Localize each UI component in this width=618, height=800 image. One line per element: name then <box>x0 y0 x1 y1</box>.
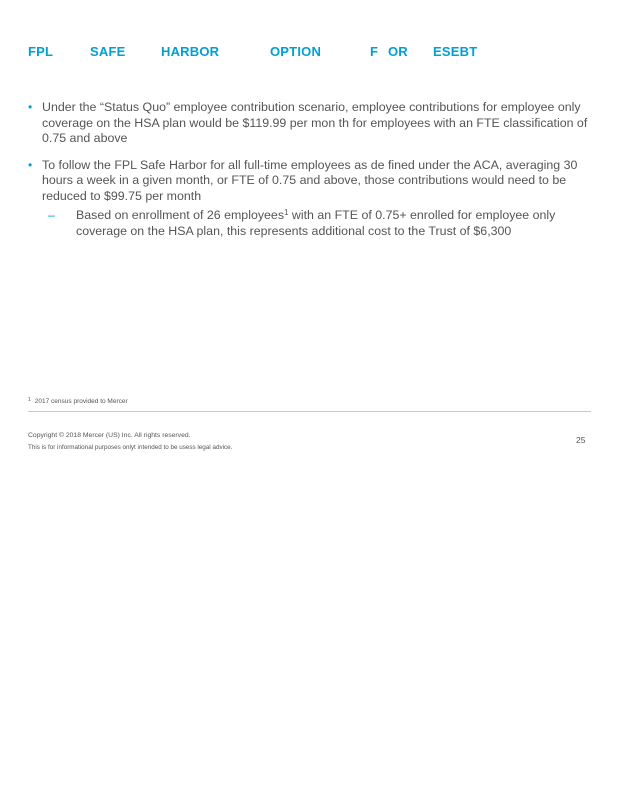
bullet-text: To follow the FPL Safe Harbor for all full-time employees as de fined under the ACA, averaging 30 hours a week in a given month, or FTE of 0.75 and above, those contributions would need to be reduced to $99.75 per month <box>42 157 578 203</box>
footnote-marker: 1 <box>28 397 31 403</box>
title-word: FPL <box>28 44 54 59</box>
sub-bullet-item <box>42 208 593 239</box>
sub-bullet-text-after: with an FTE of 0.75+ enrolled for employee only coverage on the HSA plan, this represents additional cost to the Trust of $6,300 <box>76 208 556 238</box>
bullet-dot-icon: • <box>28 157 33 172</box>
title-word: OR <box>388 44 408 59</box>
sub-bullet-dash-icon: – <box>48 208 55 222</box>
bullet-text: Under the “Status Quo” employee contribution scenario, employee contributions for employee only coverage on the HSA plan would be $119.99 per mon th for employees with an FTE classification of 0.75 and above <box>42 100 588 145</box>
footnote-reference: 1 <box>284 208 289 217</box>
title-word: SAFE <box>90 44 126 59</box>
title-word: ESEBT <box>433 44 478 59</box>
footer-divider <box>28 411 591 412</box>
title-word: F <box>370 44 379 59</box>
title-word: HARBOR <box>161 44 220 59</box>
disclaimer-text: This is for informational purposes onlyt intended to be usess legal advice. <box>28 444 233 451</box>
bullet-item <box>28 158 593 240</box>
footnote-text: 2017 census provided to Mercer <box>34 398 128 405</box>
sub-bullet-text-before: Based on enrollment of 26 employees <box>76 208 285 222</box>
bullet-dot-icon: • <box>28 100 33 114</box>
copyright-text: Copyright © 2018 Mercer (US) Inc. All rights reserved. <box>28 432 191 439</box>
page-title <box>28 44 588 62</box>
footnote <box>28 398 128 405</box>
bullet-list <box>28 100 593 250</box>
title-word: OPTION <box>270 44 322 59</box>
page-number: 25 <box>576 435 586 445</box>
bullet-item <box>28 100 593 147</box>
